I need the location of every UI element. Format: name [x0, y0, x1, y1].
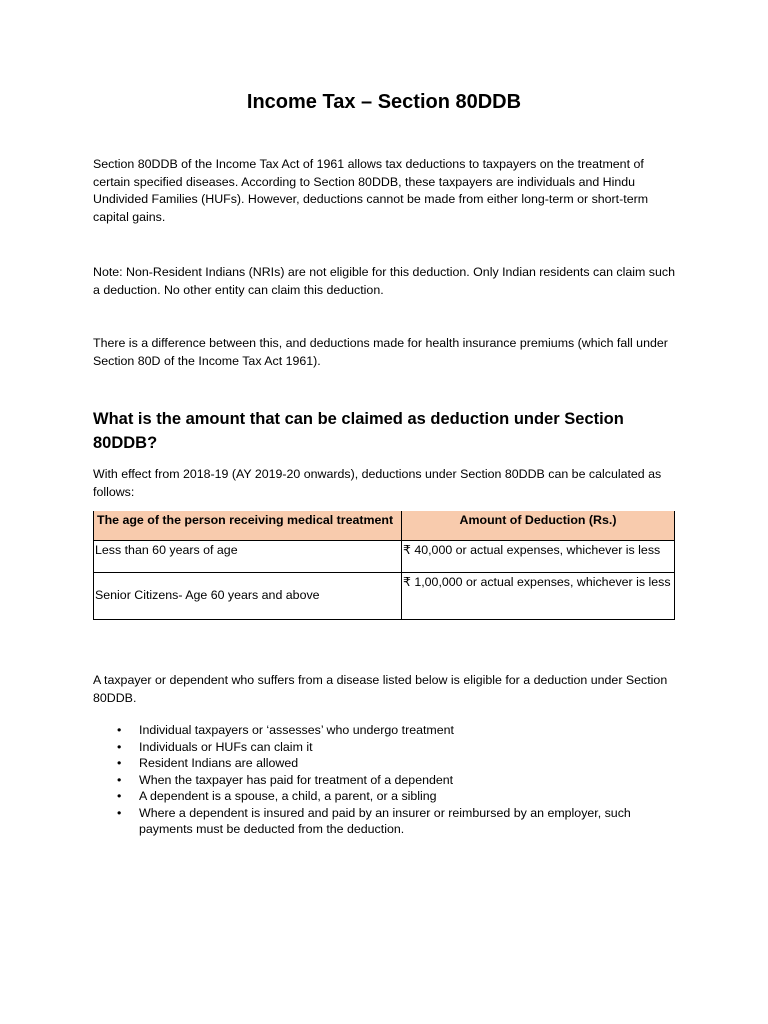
- list-item-text: Individuals or HUFs can claim it: [139, 739, 313, 754]
- list-item: [93, 772, 681, 789]
- table-cell-amount: ₹ 1,00,000 or actual expenses, whichever is less: [402, 573, 675, 620]
- table-row: [94, 573, 675, 620]
- list-item: [93, 739, 681, 756]
- eligibility-list: [93, 722, 681, 838]
- list-item-text: Resident Indians are allowed: [139, 756, 299, 770]
- table-cell-age: Less than 60 years of age: [94, 541, 402, 573]
- section-heading: What is the amount that can be claimed as deduction under Section 80DDB?: [93, 410, 624, 452]
- table-cell-age: Senior Citizens- Age 60 years and above: [94, 573, 402, 620]
- note-paragraph: Note: Non-Resident Indians (NRIs) are not eligible for this deduction. Only Indian residents can claim such a deduction. No other entity can claim this deduction.: [93, 265, 675, 297]
- list-item: [93, 788, 681, 805]
- table-cell-amount: ₹ 40,000 or actual expenses, whichever is less: [402, 541, 675, 573]
- list-item: [93, 722, 681, 739]
- bullet-icon: •: [117, 772, 122, 787]
- list-item: [93, 805, 681, 838]
- bullet-icon: •: [117, 739, 122, 754]
- table-header-row: [94, 511, 675, 541]
- bullet-icon: •: [117, 805, 122, 820]
- effect-paragraph: With effect from 2018-19 (AY 2019-20 onwards), deductions under Section 80DDB can be calculated as follows:: [93, 467, 662, 499]
- bullet-icon: •: [117, 789, 122, 803]
- list-item-text: Where a dependent is insured and paid by an insurer or reimbursed by an employer, such payments must be deducted from the deduction.: [139, 805, 631, 836]
- intro-paragraph: Section 80DDB of the Income Tax Act of 1961 allows tax deductions to taxpayers on the treatment of certain specified diseases. According to Section 80DDB, these taxpayers are individuals and Hindu Undivided Families (HUFs). However, deductions cannot be made from either long-term or short-term capital gains.: [93, 157, 649, 224]
- deduction-table: [93, 511, 675, 620]
- list-item-text: When the taxpayer has paid for treatment of a dependent: [139, 772, 454, 787]
- difference-paragraph: There is a difference between this, and deductions made for health insurance premiums (which fall under Section 80D of the Income Tax Act 1961).: [93, 336, 668, 368]
- table-header-age: The age of the person receiving medical treatment: [94, 511, 402, 541]
- eligibility-paragraph: A taxpayer or dependent who suffers from a disease listed below is eligible for a deduction under Section 80DDB.: [93, 673, 668, 705]
- table-header-amount: Amount of Deduction (Rs.): [402, 511, 675, 541]
- bullet-icon: •: [117, 756, 122, 770]
- bullet-icon: •: [117, 723, 122, 737]
- page-title: Income Tax – Section 80DDB: [246, 91, 522, 113]
- table-row: [94, 541, 675, 573]
- list-item-text: A dependent is a spouse, a child, a parent, or a sibling: [139, 789, 437, 803]
- list-item: [93, 755, 681, 772]
- list-item-text: Individual taxpayers or ‘assesses’ who undergo treatment: [139, 723, 454, 737]
